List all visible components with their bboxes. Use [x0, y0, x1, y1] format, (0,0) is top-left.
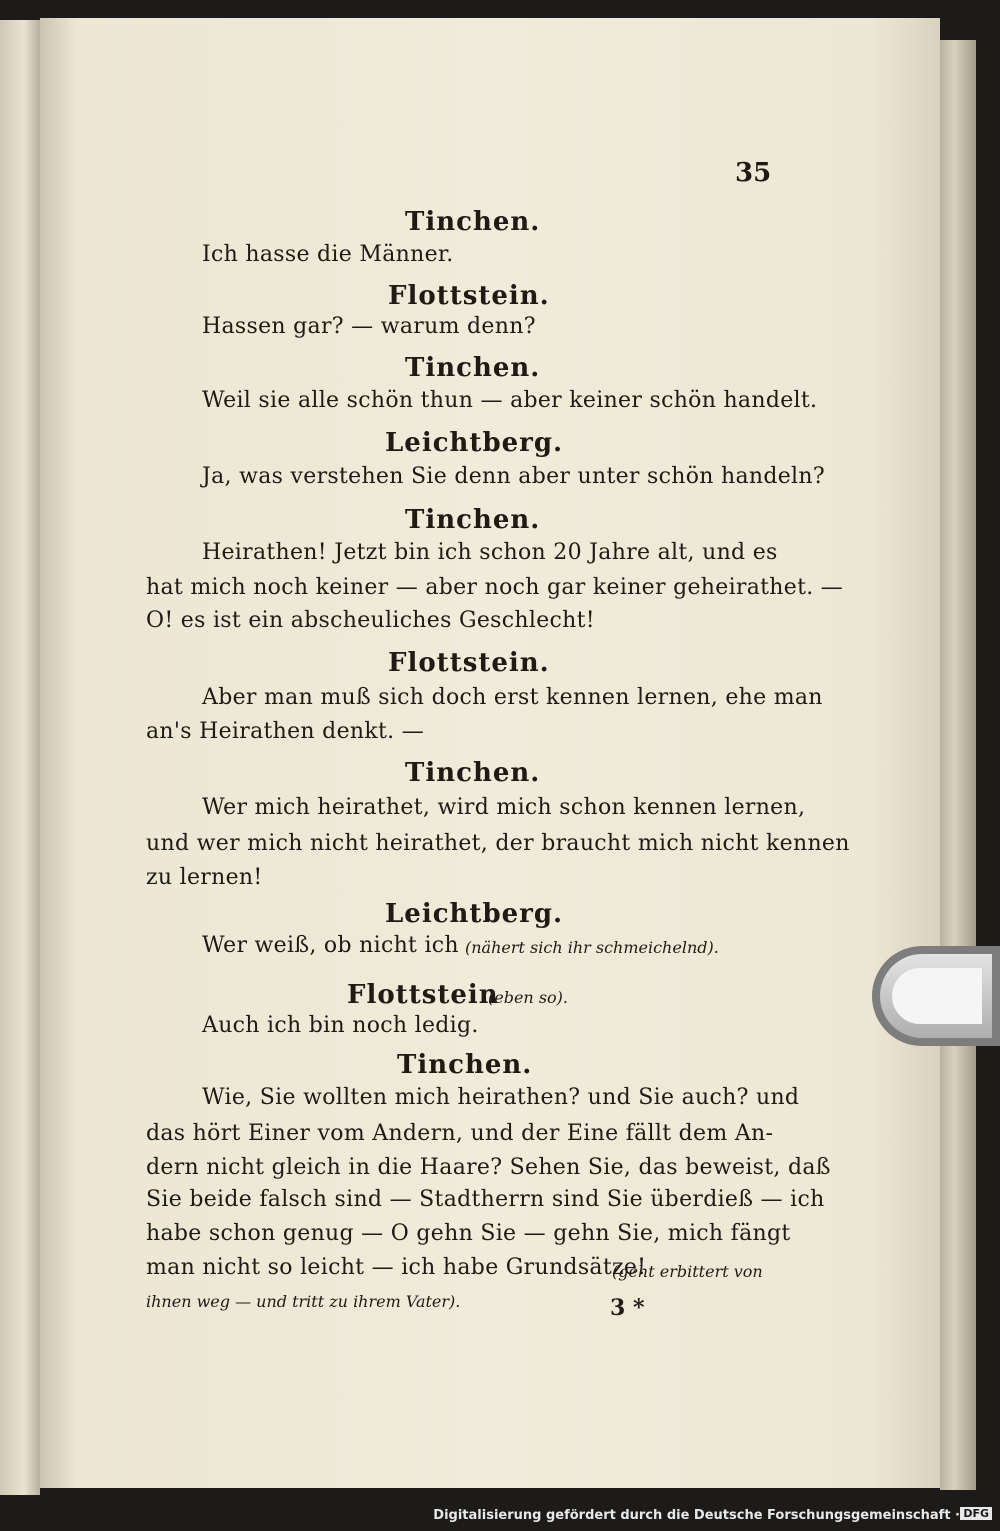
- dialogue-line: Heirathen! Jetzt bin ich schon 20 Jahre alt, und es: [202, 540, 778, 565]
- dialogue-line: O! es ist ein abscheuliches Geschlecht!: [146, 608, 595, 633]
- dialogue-line: man nicht so leicht — ich habe Grundsätze!: [146, 1255, 647, 1280]
- page-number: 35: [735, 158, 772, 188]
- speaker-name: Tinchen.: [405, 207, 541, 237]
- dialogue-line: und wer mich nicht heirathet, der braucht mich nicht kennen: [146, 831, 850, 856]
- dialogue-line: hat mich noch keiner — aber noch gar keiner geheirathet. —: [146, 575, 844, 600]
- speaker-name: Flottstein.: [388, 281, 550, 311]
- dialogue-line: dern nicht gleich in die Haare? Sehen Sie, das beweist, daß: [146, 1155, 831, 1180]
- stage-direction: (geht erbittert von: [612, 1262, 763, 1281]
- dialogue-line: Auch ich bin noch ledig.: [202, 1013, 479, 1038]
- dialogue-line: habe schon genug — O gehn Sie — gehn Sie, mich fängt: [146, 1221, 791, 1246]
- dialogue-line: Sie beide falsch sind — Stadtherrn sind Sie überdieß — ich: [146, 1187, 825, 1212]
- dialogue-line: Weil sie alle schön thun — aber keiner schön handelt.: [202, 388, 818, 413]
- speaker-name: Leichtberg.: [385, 899, 564, 929]
- dialogue-line: Hassen gar? — warum denn?: [202, 314, 536, 339]
- speaker-name: Tinchen.: [405, 505, 541, 535]
- dialogue-line: Wer weiß, ob nicht ich: [202, 933, 459, 958]
- stage-direction: (nähert sich ihr schmeichelnd).: [465, 938, 719, 957]
- speaker-name: Leichtberg.: [385, 428, 564, 458]
- dialogue-line: das hört Einer vom Andern, und der Eine fällt dem An-: [146, 1121, 774, 1146]
- page-stack-edge: [940, 40, 976, 1490]
- speaker-name: Flottstein.: [388, 648, 550, 678]
- speaker-name: Tinchen.: [405, 353, 541, 383]
- stage-direction: (eben so).: [488, 988, 568, 1007]
- dialogue-line: an's Heirathen denkt. —: [146, 719, 425, 744]
- dialogue-line: Wer mich heirathet, wird mich schon kennen lernen,: [202, 795, 806, 820]
- signature-mark: 3 *: [610, 1295, 645, 1321]
- dfg-logo: DFG: [960, 1507, 992, 1520]
- speaker-name: Tinchen.: [397, 1050, 533, 1080]
- speaker-name: Tinchen.: [405, 758, 541, 788]
- dialogue-line: Aber man muß sich doch erst kennen lernen, ehe man: [202, 685, 823, 710]
- speaker-name: Flottstein: [347, 980, 499, 1010]
- footer-bar: [0, 1500, 1000, 1531]
- scanner-clip: [872, 946, 1000, 1046]
- stage-direction: ihnen weg — und tritt zu ihrem Vater).: [146, 1292, 461, 1311]
- footer-credit: Digitalisierung gefördert durch die Deutsche Forschungsgemeinschaft ·: [433, 1508, 960, 1523]
- dialogue-line: Ich hasse die Männer.: [202, 242, 454, 267]
- left-page-edge: [0, 20, 40, 1495]
- dialogue-line: zu lernen!: [146, 865, 263, 890]
- dialogue-line: Wie, Sie wollten mich heirathen? und Sie auch? und: [202, 1085, 800, 1110]
- dialogue-line: Ja, was verstehen Sie denn aber unter schön handeln?: [202, 464, 825, 489]
